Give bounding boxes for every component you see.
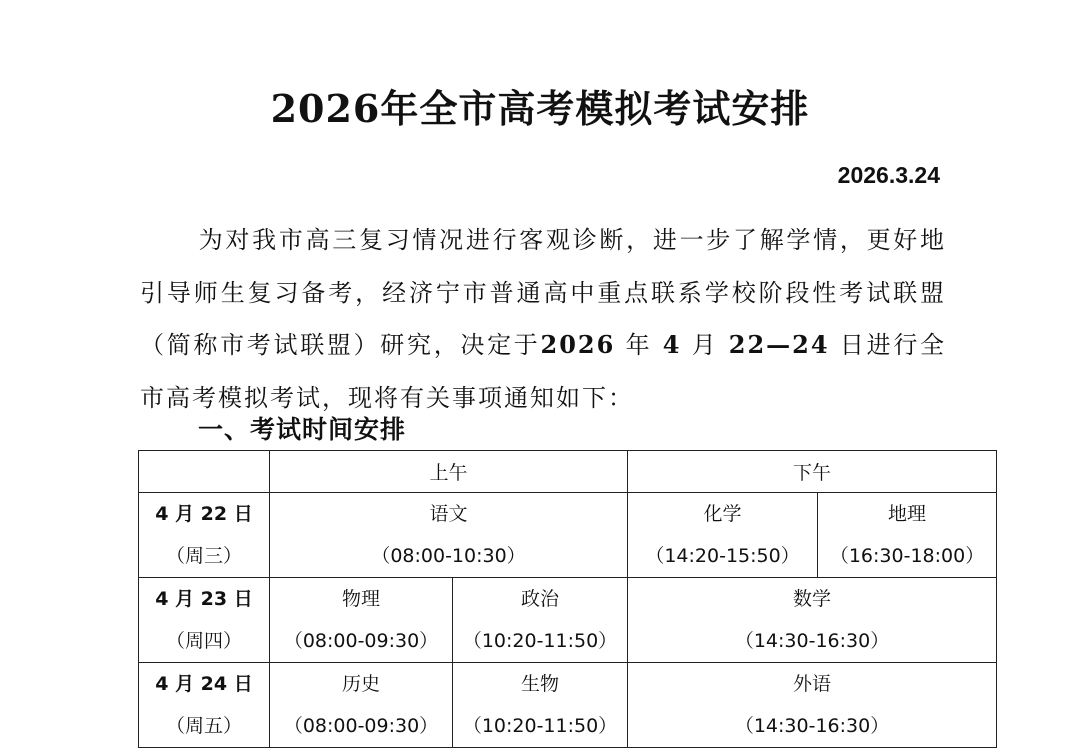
header-morning: 上午 <box>270 451 628 493</box>
exam-cell <box>818 493 997 578</box>
exam-cell <box>628 663 997 748</box>
subject-label: 地理 <box>888 503 927 525</box>
time-label: （08:00-09:30） <box>283 715 439 737</box>
time-label: （08:00-09:30） <box>283 630 439 652</box>
weekday-label: （周四） <box>165 630 242 652</box>
time-label: （14:30-16:30） <box>734 715 890 737</box>
paragraph-month-unit: 月 <box>691 331 719 360</box>
time-label: （14:30-16:30） <box>734 630 890 652</box>
document-title: 2026年全市高考模拟考试安排 <box>270 86 810 131</box>
paragraph-year: 2026 <box>540 330 616 360</box>
subject-label: 化学 <box>703 503 742 525</box>
date-cell <box>139 578 270 663</box>
subject-label: 外语 <box>793 673 832 695</box>
paragraph-month: 4 <box>662 330 682 360</box>
time-label: （10:20-11:50） <box>462 715 618 737</box>
time-label: （10:20-11:50） <box>462 630 618 652</box>
date-label: 4 月 22 日 <box>155 503 253 525</box>
subject-label: 历史 <box>341 673 380 695</box>
weekday-label: （周五） <box>165 715 242 737</box>
paragraph-year-unit: 年 <box>625 331 653 360</box>
exam-cell <box>628 578 997 663</box>
paragraph-text-2: 日进行全市高考模拟考试，现将有关事项通知如下： <box>140 331 947 413</box>
date-cell <box>139 663 270 748</box>
weekday-label: （周三） <box>165 545 242 567</box>
exam-cell <box>453 663 628 748</box>
section-heading: 一、考试时间安排 <box>198 415 407 444</box>
subject-label: 政治 <box>521 588 560 610</box>
header-afternoon: 下午 <box>628 451 997 493</box>
intro-paragraph <box>140 214 946 425</box>
table-row <box>139 578 997 663</box>
exam-cell <box>270 578 453 663</box>
time-label: （14:20-15:50） <box>645 545 800 567</box>
paragraph-text-1: 为对我市高三复习情况进行客观诊断，进一步了解学情，更好地引导师生复习备考，经济宁市普通高中重点联系学校阶段性考试联盟（简称市考试联盟）研究，决定于 <box>140 226 946 360</box>
date-label: 4 月 24 日 <box>155 673 253 695</box>
table-header-row <box>139 451 997 493</box>
exam-cell <box>270 493 628 578</box>
subject-label: 生物 <box>521 673 560 695</box>
header-corner-cell <box>139 451 270 493</box>
paragraph-day-range: 22—24 <box>728 330 830 360</box>
date-cell <box>139 493 270 578</box>
document-date: 2026.3.24 <box>837 162 940 188</box>
exam-cell <box>628 493 818 578</box>
exam-cell <box>270 663 453 748</box>
subject-label: 数学 <box>793 588 832 610</box>
subject-label: 语文 <box>429 503 468 525</box>
time-label: （16:30-18:00） <box>829 545 985 567</box>
date-label: 4 月 23 日 <box>155 588 253 610</box>
table-row <box>139 493 997 578</box>
exam-cell <box>453 578 628 663</box>
subject-label: 物理 <box>341 588 380 610</box>
time-label: （08:00-10:30） <box>371 545 526 567</box>
exam-schedule-table <box>138 450 997 748</box>
table-row <box>139 663 997 748</box>
